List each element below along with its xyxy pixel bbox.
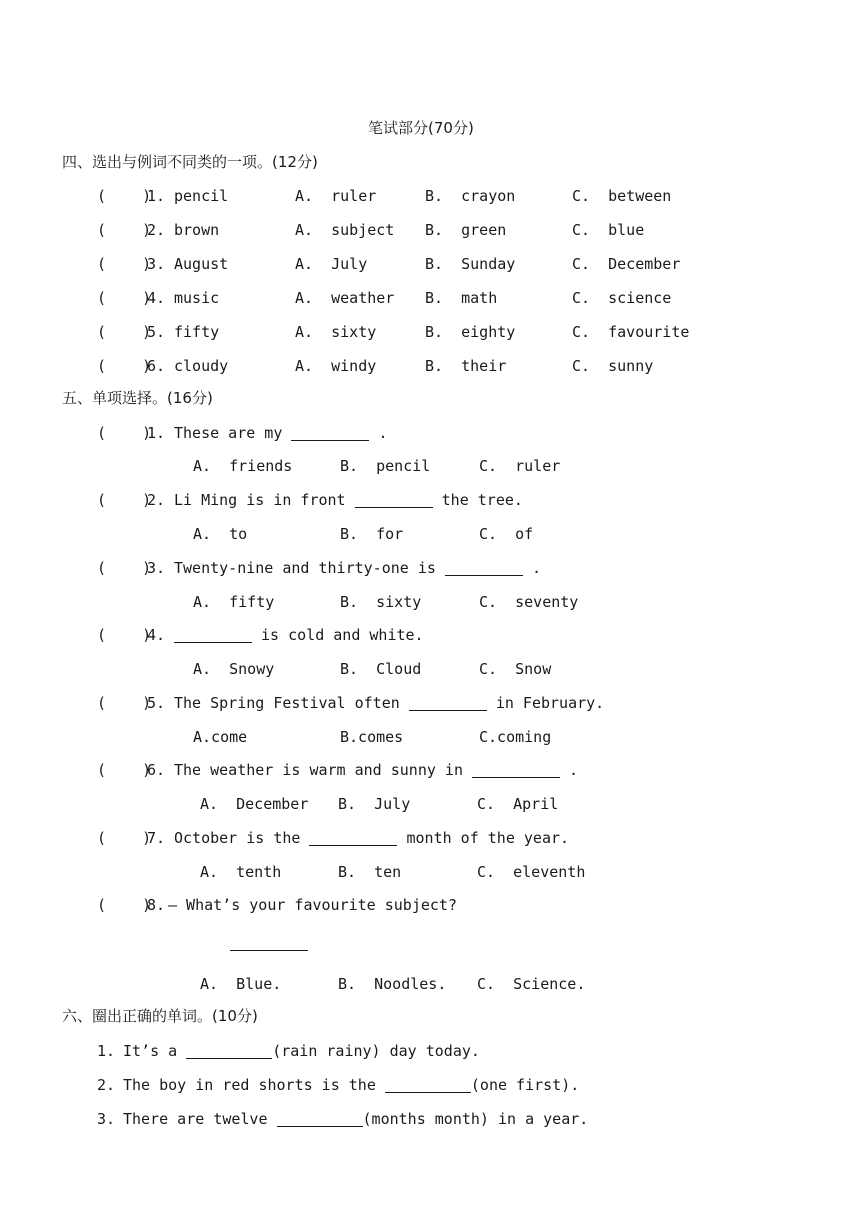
answer-paren[interactable]: ( ) (97, 323, 152, 341)
answer-blank[interactable] (385, 1078, 471, 1093)
option-a: A. windy (295, 357, 377, 375)
option-a: A. ruler (295, 187, 377, 205)
question-post: . (531, 559, 541, 577)
answer-paren[interactable]: ( ) (97, 829, 152, 847)
answer-paren[interactable]: ( ) (97, 221, 152, 239)
question-pre: Li Ming is in front (174, 491, 346, 509)
example-word: August (174, 255, 229, 273)
option-a: A.come (193, 728, 248, 746)
answer-blank[interactable] (472, 763, 560, 778)
answer-blank[interactable] (230, 936, 308, 951)
answer-blank[interactable] (309, 831, 397, 846)
question-pre: Twenty-nine and thirty-one is (174, 559, 436, 577)
option-b: B. crayon (425, 187, 516, 205)
option-b: B. Cloud (340, 660, 422, 678)
question-pre: These are my (174, 424, 283, 442)
question-pre: It’s a (123, 1042, 178, 1060)
question-post: . (569, 761, 579, 779)
question-text (123, 1076, 579, 1094)
question-pre: There are twelve (123, 1110, 268, 1128)
question-pre: The weather is warm and sunny in (174, 761, 463, 779)
question-pre: The boy in red shorts is the (123, 1076, 376, 1094)
question-text (174, 694, 604, 712)
section4-heading: 四、选出与例词不同类的一项。(12分) (62, 153, 318, 171)
example-word: brown (174, 221, 220, 239)
example-word: pencil (174, 187, 229, 205)
answer-paren[interactable]: ( ) (97, 761, 152, 779)
example-word: music (174, 289, 220, 307)
option-b: B. pencil (340, 457, 431, 475)
option-c: C. sunny (572, 357, 654, 375)
option-b: B. sixty (340, 593, 422, 611)
question-text (174, 626, 424, 644)
answer-paren[interactable]: ( ) (97, 694, 152, 712)
answer-paren[interactable]: ( ) (97, 187, 152, 205)
question-number: 3. (97, 1110, 116, 1128)
option-a: A. December (200, 795, 309, 813)
option-c: C. Science. (477, 975, 586, 993)
answer-blank[interactable] (445, 561, 523, 576)
question-post: (months month) in a year. (362, 1110, 589, 1128)
question-pre: — What’s your favourite subject? (168, 896, 457, 914)
answer-paren[interactable]: ( ) (97, 357, 152, 375)
question-post: month of the year. (406, 829, 570, 847)
question-number: 2. (97, 1076, 116, 1094)
question-number: 4. (147, 626, 166, 644)
option-c: C. favourite (572, 323, 690, 341)
answer-paren[interactable]: ( ) (97, 255, 152, 273)
question-number: 5. (147, 323, 166, 341)
option-c: C. blue (572, 221, 645, 239)
option-c: C. between (572, 187, 672, 205)
question-number: 4. (147, 289, 166, 307)
answer-paren[interactable]: ( ) (97, 491, 152, 509)
option-b: B. ten (338, 863, 402, 881)
question-pre: October is the (174, 829, 301, 847)
section5-heading: 五、单项选择。(16分) (62, 389, 213, 407)
answer-paren[interactable]: ( ) (97, 559, 152, 577)
question-number: 6. (147, 357, 166, 375)
question-text (174, 424, 387, 442)
option-c: C. Snow (479, 660, 552, 678)
option-a: A. subject (295, 221, 395, 239)
section6-heading: 六、圈出正确的单词。(10分) (62, 1007, 258, 1025)
question-number: 2. (147, 491, 166, 509)
option-b: B. for (340, 525, 404, 543)
option-c: C. eleventh (477, 863, 586, 881)
answer-blank[interactable] (409, 696, 487, 711)
answer-blank[interactable] (291, 426, 369, 441)
question-number: 8. (147, 896, 166, 914)
option-c: C. seventy (479, 593, 579, 611)
question-number: 3. (147, 255, 166, 273)
option-c: C.coming (479, 728, 552, 746)
question-post: the tree. (441, 491, 523, 509)
question-text (123, 1042, 480, 1060)
question-number: 1. (147, 187, 166, 205)
question-post: is cold and white. (261, 626, 424, 644)
page-title: 笔试部分(70分) (368, 119, 474, 137)
answer-paren[interactable]: ( ) (97, 424, 152, 442)
question-number: 2. (147, 221, 166, 239)
option-a: A. Snowy (193, 660, 275, 678)
question-post: . (378, 424, 388, 442)
question-number: 5. (147, 694, 166, 712)
question-post: in February. (495, 694, 605, 712)
option-c: C. ruler (479, 457, 561, 475)
option-a: A. to (193, 525, 248, 543)
question-text (123, 1110, 588, 1128)
question-post: (rain rainy) day today. (272, 1042, 480, 1060)
question-number: 1. (97, 1042, 116, 1060)
option-b: B. Sunday (425, 255, 516, 273)
option-a: A. friends (193, 457, 293, 475)
question-text (174, 761, 578, 779)
option-b: B. math (425, 289, 498, 307)
question-number: 3. (147, 559, 166, 577)
option-c: C. of (479, 525, 534, 543)
option-a: A. July (295, 255, 368, 273)
option-b: B. July (338, 795, 411, 813)
answer-paren[interactable]: ( ) (97, 896, 152, 914)
option-c: C. science (572, 289, 672, 307)
example-word: fifty (174, 323, 220, 341)
option-a: A. tenth (200, 863, 282, 881)
option-a: A. sixty (295, 323, 377, 341)
answer-paren[interactable]: ( ) (97, 626, 152, 644)
question-text (174, 491, 523, 509)
answer-blank[interactable] (174, 628, 252, 643)
option-b: B. their (425, 357, 507, 375)
option-a: A. weather (295, 289, 395, 307)
option-a: A. Blue. (200, 975, 282, 993)
answer-blank[interactable] (186, 1044, 272, 1059)
question-number: 6. (147, 761, 166, 779)
question-post: (one first). (470, 1076, 580, 1094)
option-b: B. Noodles. (338, 975, 447, 993)
answer-blank[interactable] (355, 493, 433, 508)
answer-blank[interactable] (277, 1112, 363, 1127)
option-c: C. December (572, 255, 681, 273)
question-number: 7. (147, 829, 166, 847)
question-pre: The Spring Festival often (174, 694, 400, 712)
answer-paren[interactable]: ( ) (97, 289, 152, 307)
example-word: cloudy (174, 357, 229, 375)
question-text (168, 896, 457, 914)
question-text (174, 829, 569, 847)
option-a: A. fifty (193, 593, 275, 611)
option-c: C. April (477, 795, 559, 813)
option-b: B.comes (340, 728, 404, 746)
question-text (174, 559, 541, 577)
option-b: B. green (425, 221, 507, 239)
option-b: B. eighty (425, 323, 516, 341)
question-number: 1. (147, 424, 166, 442)
